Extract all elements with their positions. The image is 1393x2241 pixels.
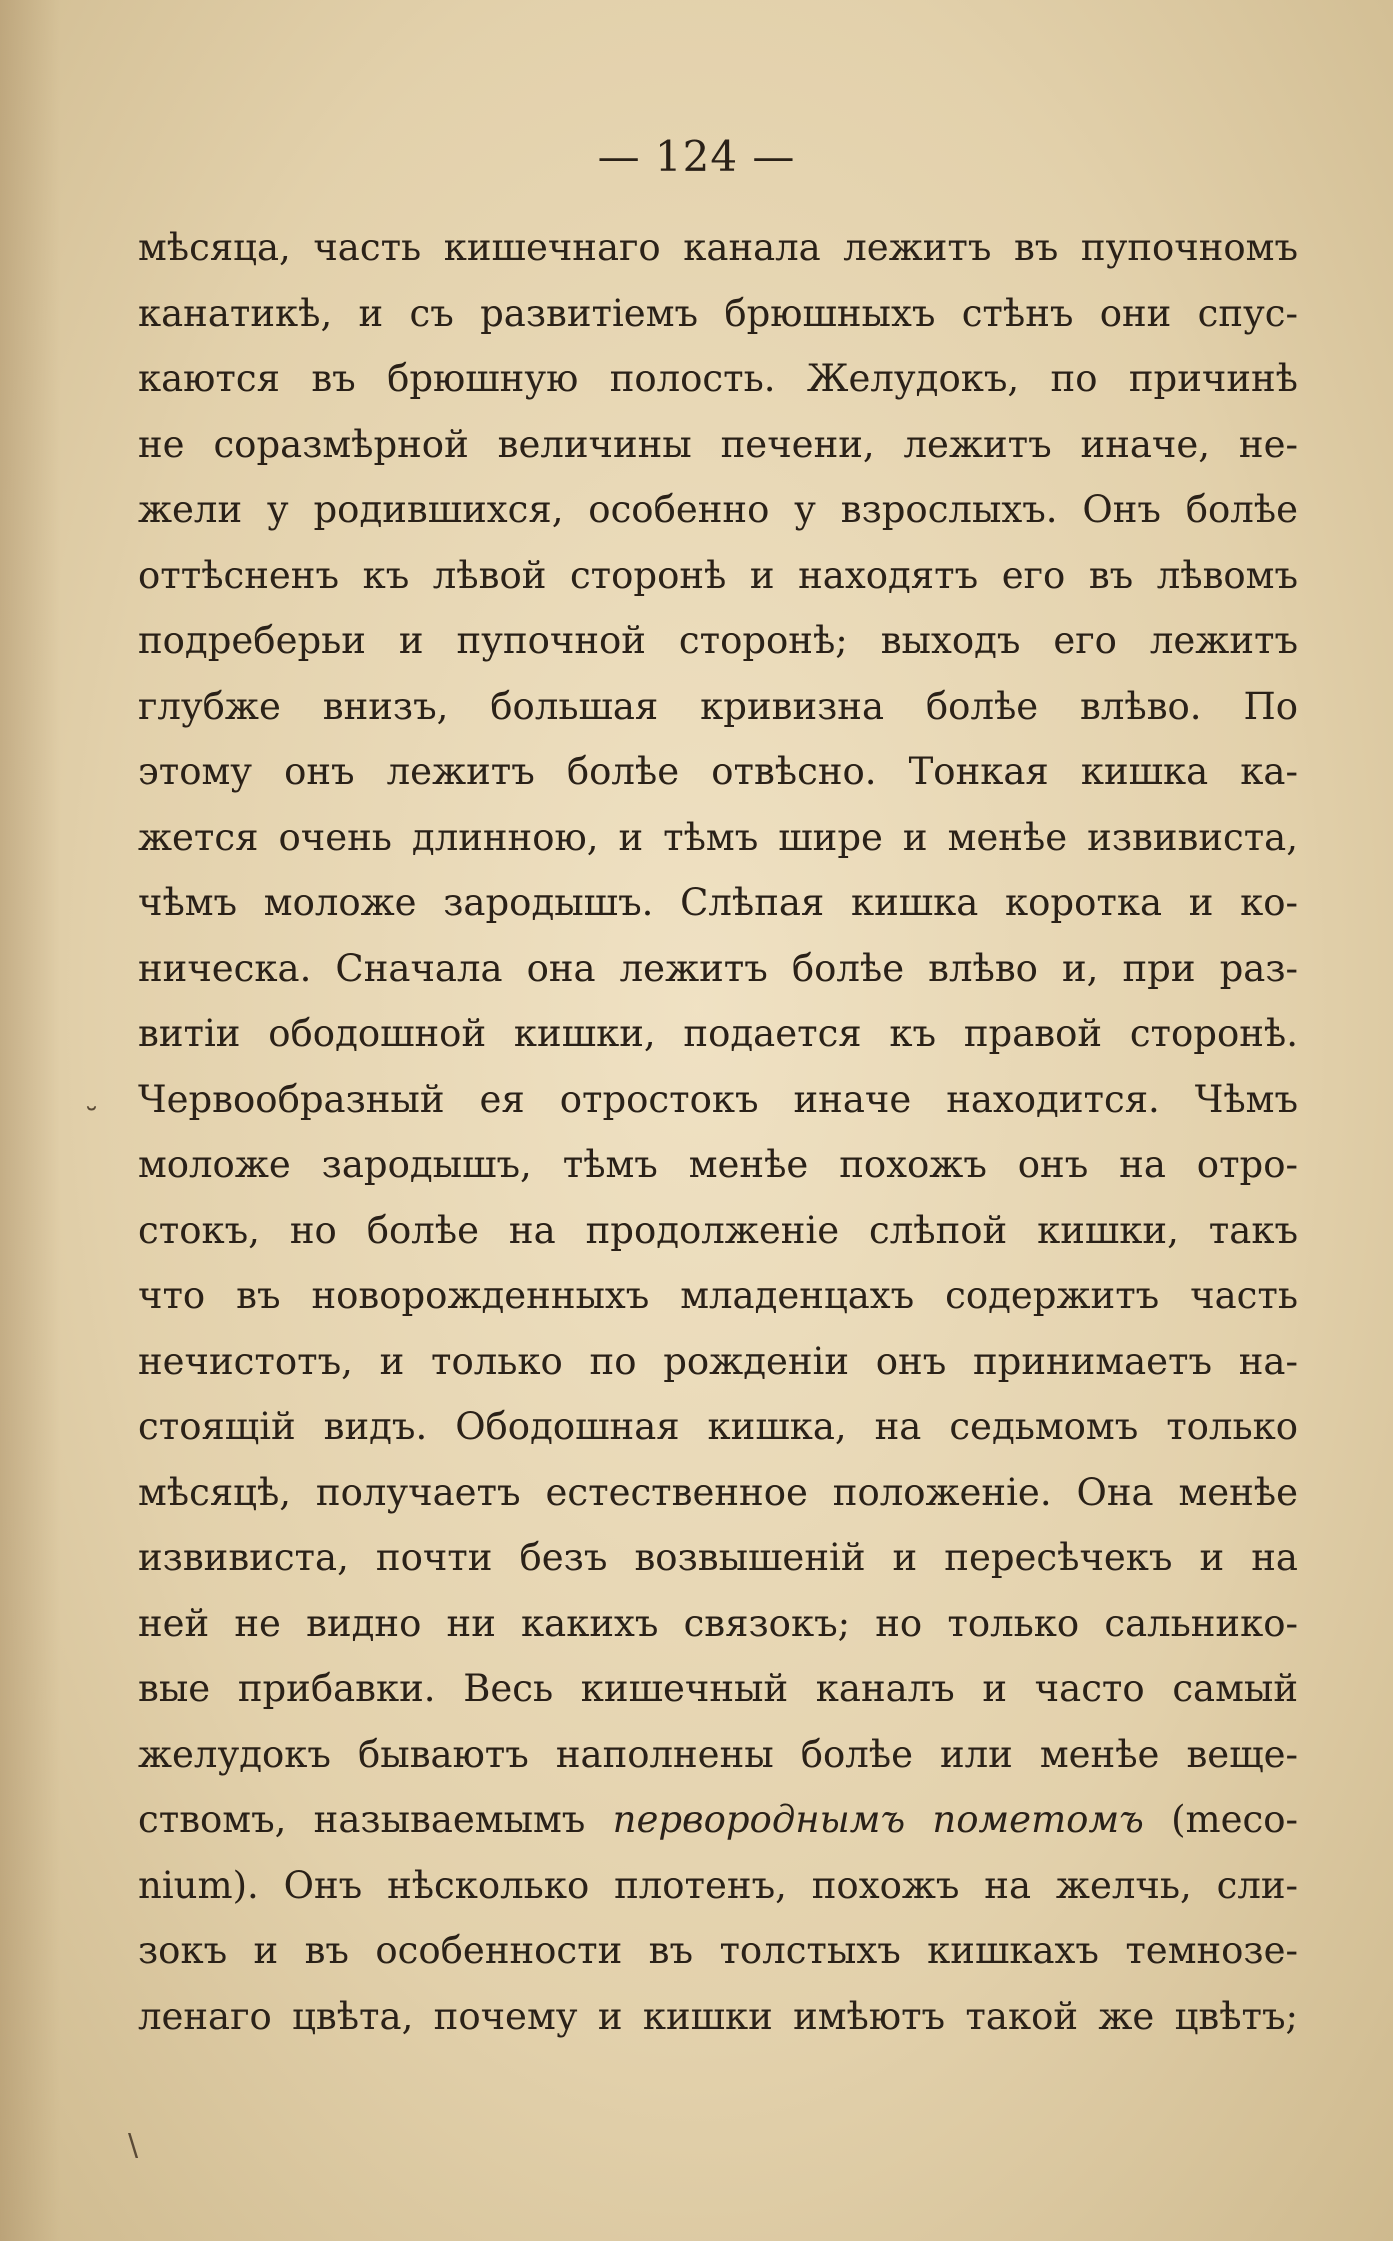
text-segment: ствомъ, называемымъ <box>138 1798 613 1841</box>
text-line: nium). Онъ нѣсколько плотенъ, похожъ на желчь, сли- <box>138 1863 1298 1907</box>
text-line: стокъ, но болѣе на продолженіе слѣпой кишки, такъ <box>138 1208 1298 1252</box>
page-edge-shadow <box>0 0 60 2241</box>
text-line: вые прибавки. Весь кишечный каналъ и часто самый <box>138 1667 1298 1710</box>
text-line: ней не видно ни какихъ связокъ; но только сальнико- <box>138 1601 1298 1645</box>
text-line: мѣсяцѣ, получаетъ естественное положеніе. Она менѣе <box>138 1470 1298 1514</box>
margin-speck: ˘ <box>84 1103 99 1138</box>
italic-term: первороднымъ пометомъ <box>612 1798 1144 1841</box>
text-line: стоящій видъ. Ободошная кишка, на седьмомъ только <box>138 1405 1298 1448</box>
text-line: витіи ободошной кишки, подается къ правой сторонѣ. <box>138 1012 1298 1055</box>
text-line: подреберьи и пупочной сторонѣ; выходъ его лежитъ <box>138 619 1298 662</box>
text-line: каются въ брюшную полость. Желудокъ, по причинѣ <box>138 357 1298 400</box>
body-text <box>138 215 1298 2049</box>
text-line: зокъ и въ особенности въ толстыхъ кишкахъ темнозе- <box>138 1929 1298 1972</box>
text-line: Червообразный ея отростокъ иначе находится. Чѣмъ <box>138 1077 1298 1121</box>
text-line: нечистотъ, и только по рожденіи онъ принимаетъ на- <box>138 1339 1298 1383</box>
text-line <box>138 1787 1298 1853</box>
text-segment: (meco- <box>1143 1798 1298 1841</box>
text-line: жели у родившихся, особенно у взрослыхъ. Онъ болѣе <box>138 488 1298 531</box>
text-line: не соразмѣрной величины печени, лежитъ иначе, не- <box>138 422 1298 466</box>
text-line: ленаго цвѣта, почему и кишки имѣютъ такой же цвѣтъ; <box>138 1994 1298 2038</box>
text-line: ническа. Сначала она лежитъ болѣе влѣво и, при раз- <box>138 946 1298 990</box>
text-line: что въ новорожденныхъ младенцахъ содержитъ часть <box>138 1274 1298 1317</box>
text-line: жется очень длинною, и тѣмъ шире и менѣе извивиста, <box>138 815 1298 859</box>
text-line: канатикѣ, и съ развитіемъ брюшныхъ стѣнъ они спус- <box>138 291 1298 335</box>
text-line: желудокъ бываютъ наполнены болѣе или менѣе веще- <box>138 1732 1298 1776</box>
page-number: — 124 — <box>597 132 796 181</box>
text-line: глубже внизъ, большая кривизна болѣе влѣво. По <box>138 684 1298 728</box>
text-line: оттѣсненъ къ лѣвой сторонѣ и находятъ его въ лѣвомъ <box>138 553 1298 597</box>
text-line: этому онъ лежитъ болѣе отвѣсно. Тонкая кишка ка- <box>138 750 1298 793</box>
text-line: чѣмъ моложе зародышъ. Слѣпая кишка коротка и ко- <box>138 881 1298 924</box>
text-line: извивиста, почти безъ возвышеній и пересѣчекъ и на <box>138 1536 1298 1579</box>
text-line: мѣсяца, часть кишечнаго канала лежитъ въ пупочномъ <box>138 226 1298 269</box>
margin-speck: \ <box>128 2128 139 2163</box>
text-line: моложе зародышъ, тѣмъ менѣе похожъ онъ на отро- <box>138 1143 1298 1186</box>
